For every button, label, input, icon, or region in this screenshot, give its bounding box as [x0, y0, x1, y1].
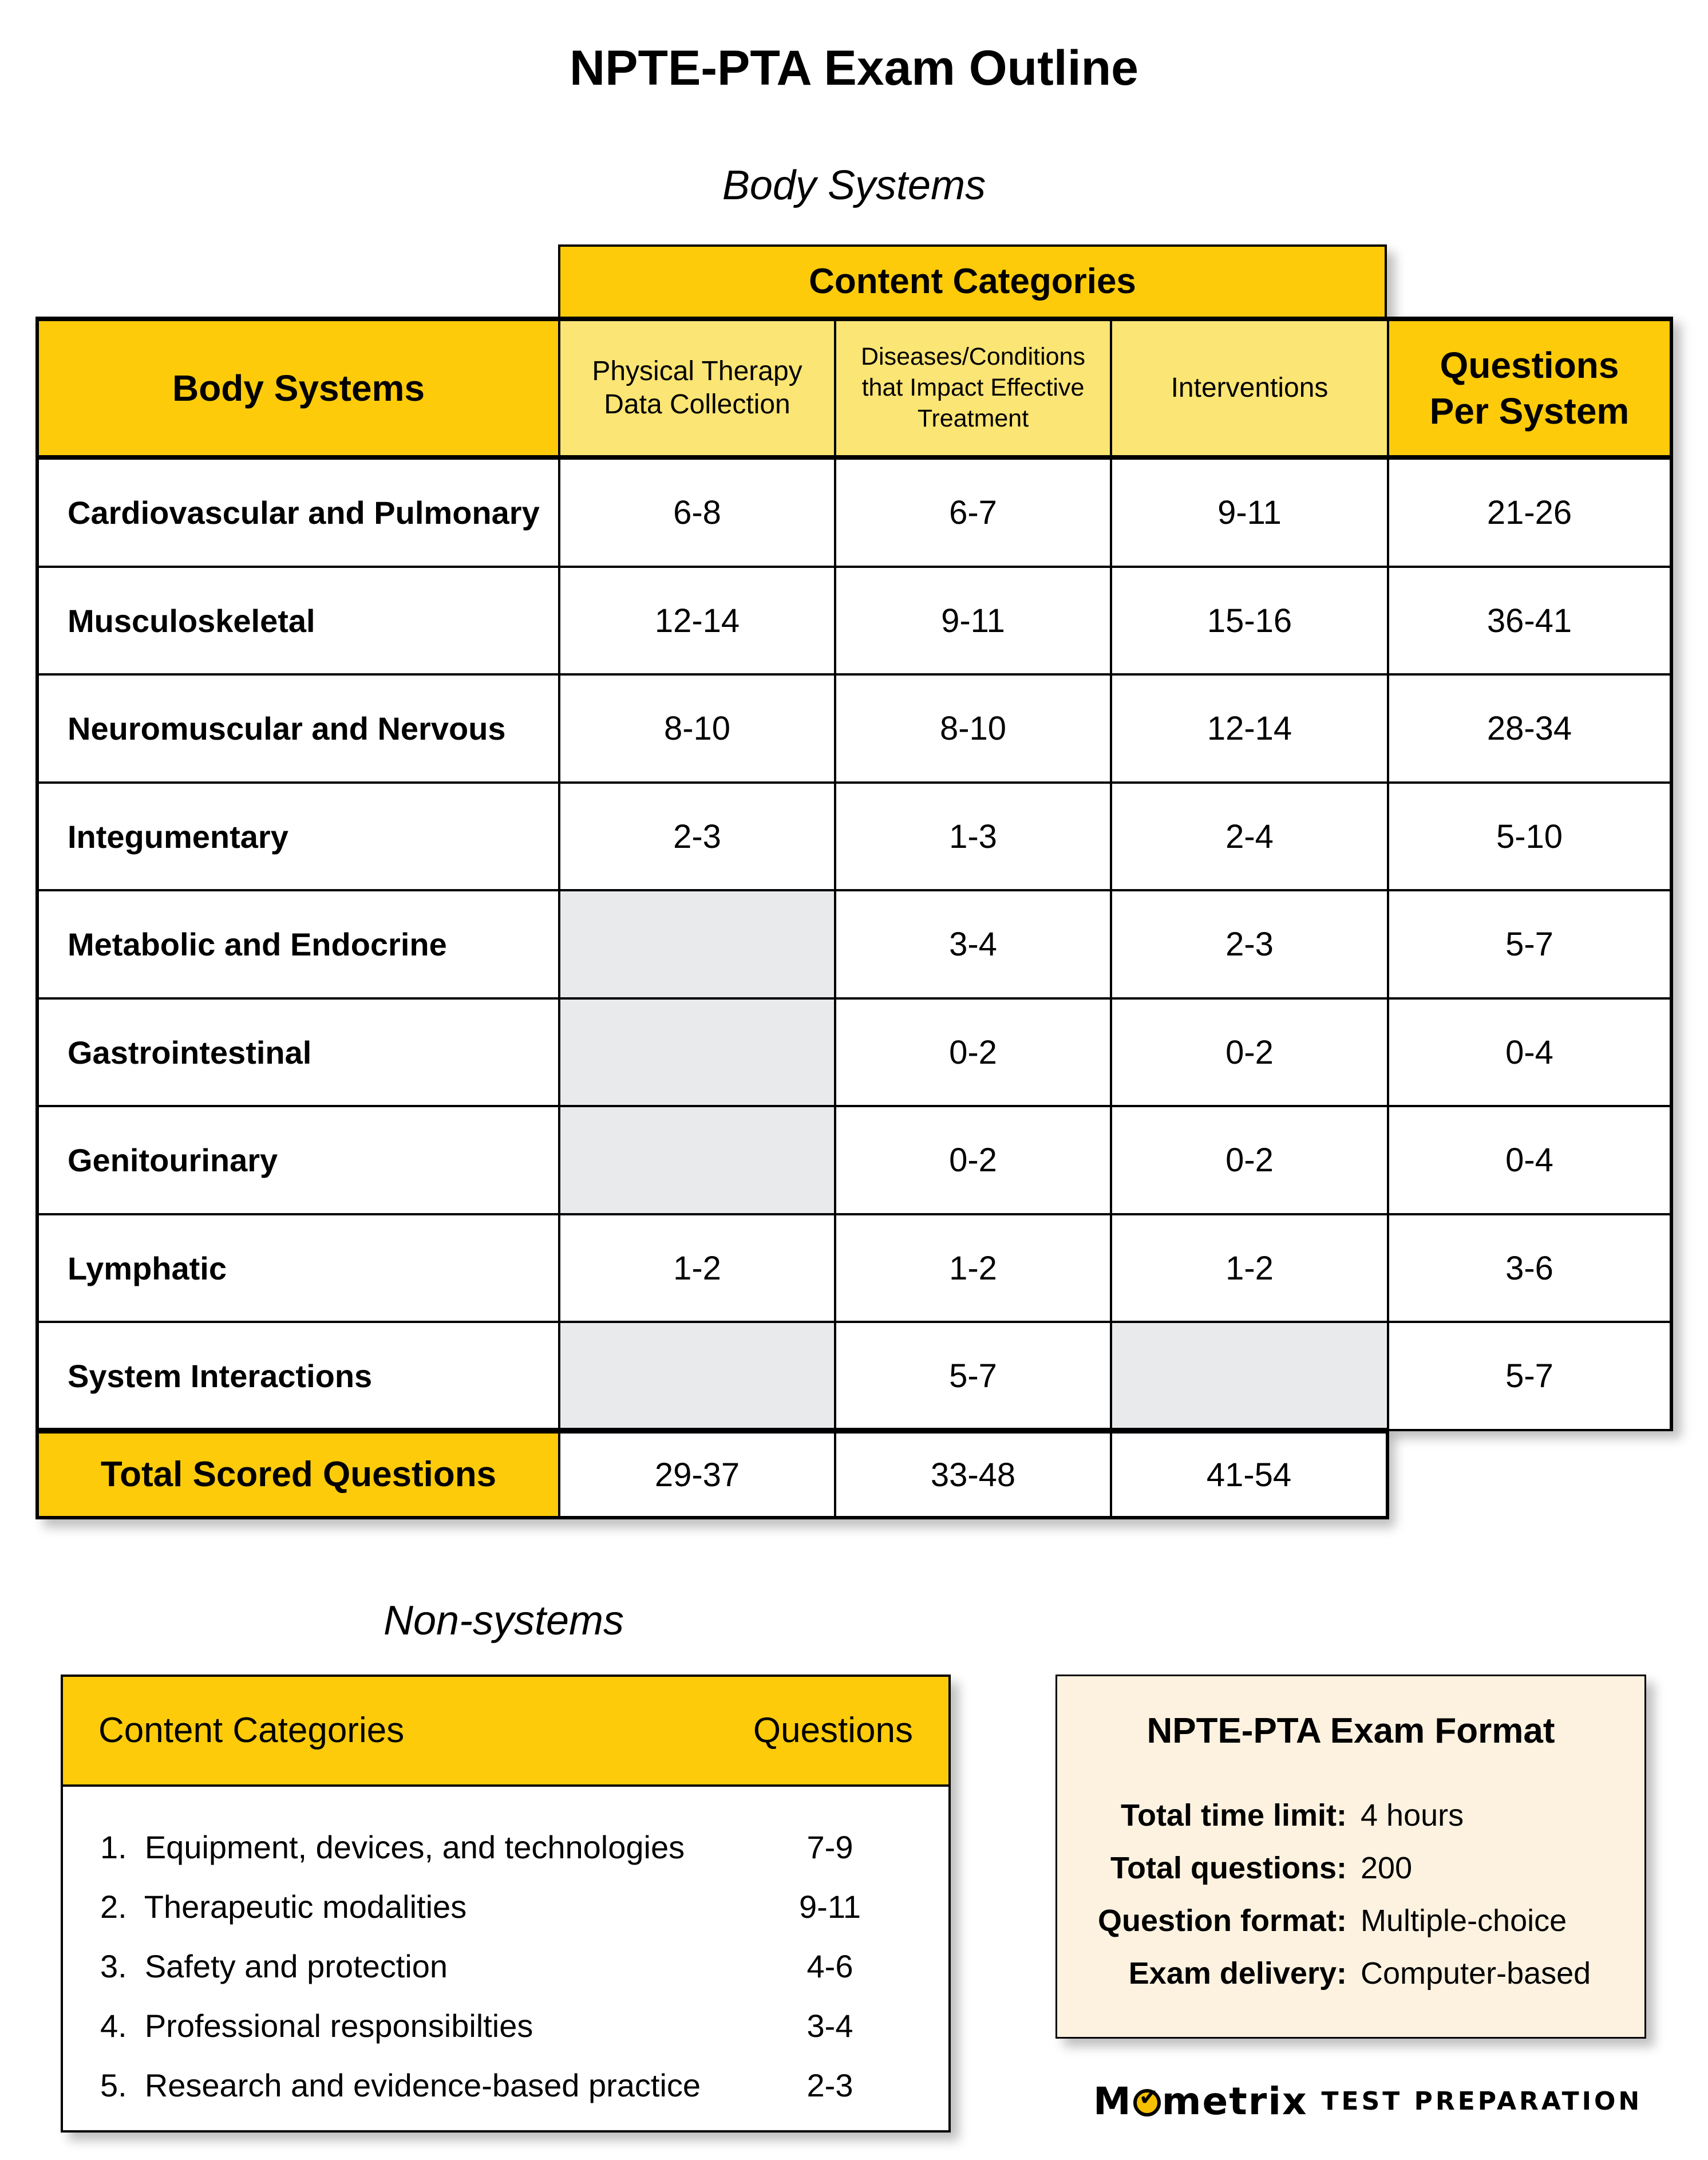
table-cell-interventions — [1110, 1321, 1389, 1431]
table-cell-diseases: 5-7 — [834, 1321, 1112, 1431]
table-cell-data-collection — [558, 997, 836, 1108]
exam-format-title: NPTE-PTA Exam Format — [1146, 1711, 1555, 1751]
non-systems-item-questions: 3-4 — [806, 2008, 853, 2044]
content-categories-header: Content Categories — [558, 244, 1387, 319]
table-cell-interventions: 1-2 — [1110, 1213, 1389, 1324]
logo-tagline: TEST PREPARATION — [1321, 2086, 1643, 2116]
table-cell-interventions: 9-11 — [1110, 457, 1389, 568]
table-cell-interventions: 0-2 — [1110, 1105, 1389, 1215]
row-label: Metabolic and Endocrine — [35, 889, 560, 1000]
table-cell-data-collection: 6-8 — [558, 457, 836, 568]
non-systems-item-label: 4. Professional responsibilties — [100, 2008, 533, 2044]
table-cell-diseases: 0-2 — [834, 1105, 1112, 1215]
total-diseases: 33-48 — [834, 1428, 1112, 1519]
exam-format-label: Question format: — [1097, 1904, 1347, 1938]
exam-format-value: 4 hours — [1361, 1798, 1464, 1833]
table-cell-interventions: 2-3 — [1110, 889, 1389, 1000]
column-header-per-system: Questions Per System — [1387, 317, 1673, 460]
table-cell-diseases: 1-3 — [834, 781, 1112, 892]
totals-label: Total Scored Questions — [35, 1428, 560, 1519]
row-label: System Interactions — [35, 1321, 560, 1431]
table-cell-diseases: 0-2 — [834, 997, 1112, 1108]
row-label: Gastrointestinal — [35, 997, 560, 1108]
row-label: Genitourinary — [35, 1105, 560, 1215]
mometrix-logo — [1093, 2078, 1642, 2124]
exam-format-label: Exam delivery: — [1128, 1956, 1347, 1991]
table-cell-per-system: 5-7 — [1387, 889, 1673, 1000]
table-cell-interventions: 15-16 — [1110, 566, 1389, 676]
non-systems-table — [61, 1675, 951, 2133]
column-header-diseases: Diseases/Conditions that Impact Effective Treatment — [834, 317, 1112, 460]
table-cell-per-system: 3-6 — [1387, 1213, 1673, 1324]
page-title: NPTE-PTA Exam Outline — [570, 41, 1138, 96]
row-label: Neuromuscular and Nervous — [35, 673, 560, 784]
exam-format-value: Multiple-choice — [1361, 1904, 1567, 1938]
body-systems-heading: Body Systems — [722, 163, 986, 208]
non-systems-item-questions: 4-6 — [806, 1948, 853, 1984]
non-systems-item-label: 1. Equipment, devices, and technologies — [100, 1829, 685, 1865]
non-systems-header-questions: Questions — [753, 1711, 913, 1750]
table-cell-data-collection — [558, 1105, 836, 1215]
table-cell-data-collection: 2-3 — [558, 781, 836, 892]
table-cell-per-system: 5-7 — [1387, 1321, 1673, 1431]
table-cell-diseases: 8-10 — [834, 673, 1112, 784]
table-cell-diseases: 1-2 — [834, 1213, 1112, 1324]
logo-word: M✔ metrix — [1093, 2079, 1308, 2123]
non-systems-header — [63, 1677, 948, 1787]
table-cell-per-system: 0-4 — [1387, 1105, 1673, 1215]
exam-format-value: 200 — [1361, 1851, 1413, 1885]
table-cell-data-collection: 1-2 — [558, 1213, 836, 1324]
total-interventions: 41-54 — [1110, 1428, 1389, 1519]
table-cell-diseases: 3-4 — [834, 889, 1112, 1000]
table-cell-per-system: 21-26 — [1387, 457, 1673, 568]
column-header-data-collection: Physical Therapy Data Collection — [558, 317, 836, 460]
row-label: Musculoskeletal — [35, 566, 560, 676]
exam-format-value: Computer-based — [1361, 1956, 1591, 1991]
table-cell-data-collection — [558, 889, 836, 1000]
table-cell-interventions: 0-2 — [1110, 997, 1389, 1108]
table-cell-per-system: 28-34 — [1387, 673, 1673, 784]
non-systems-item-questions: 7-9 — [806, 1829, 853, 1865]
non-systems-item-label: 5. Research and evidence-based practice — [100, 2067, 701, 2103]
non-systems-item-questions: 9-11 — [799, 1889, 861, 1925]
column-header-body-systems: Body Systems — [35, 317, 560, 460]
non-systems-item-label: 2. Therapeutic modalities — [100, 1889, 467, 1925]
total-data-collection: 29-37 — [558, 1428, 836, 1519]
non-systems-heading: Non-systems — [383, 1598, 624, 1644]
table-cell-diseases: 9-11 — [834, 566, 1112, 676]
row-label: Lymphatic — [35, 1213, 560, 1324]
table-cell-data-collection: 8-10 — [558, 673, 836, 784]
row-label: Integumentary — [35, 781, 560, 892]
table-cell-data-collection — [558, 1321, 836, 1431]
table-cell-data-collection: 12-14 — [558, 566, 836, 676]
table-cell-per-system: 36-41 — [1387, 566, 1673, 676]
table-cell-per-system: 5-10 — [1387, 781, 1673, 892]
column-header-interventions: Interventions — [1110, 317, 1389, 460]
non-systems-item-questions: 2-3 — [806, 2067, 853, 2103]
row-label: Cardiovascular and Pulmonary — [35, 457, 560, 568]
exam-format-label: Total questions: — [1110, 1851, 1347, 1885]
exam-format-box — [1055, 1675, 1646, 2039]
checkmark-icon — [1133, 2089, 1161, 2116]
table-cell-per-system: 0-4 — [1387, 997, 1673, 1108]
non-systems-item-label: 3. Safety and protection — [100, 1948, 448, 1984]
table-cell-diseases: 6-7 — [834, 457, 1112, 568]
exam-format-label: Total time limit: — [1120, 1798, 1347, 1833]
table-cell-interventions: 2-4 — [1110, 781, 1389, 892]
non-systems-header-category: Content Categories — [98, 1711, 405, 1750]
table-cell-interventions: 12-14 — [1110, 673, 1389, 784]
